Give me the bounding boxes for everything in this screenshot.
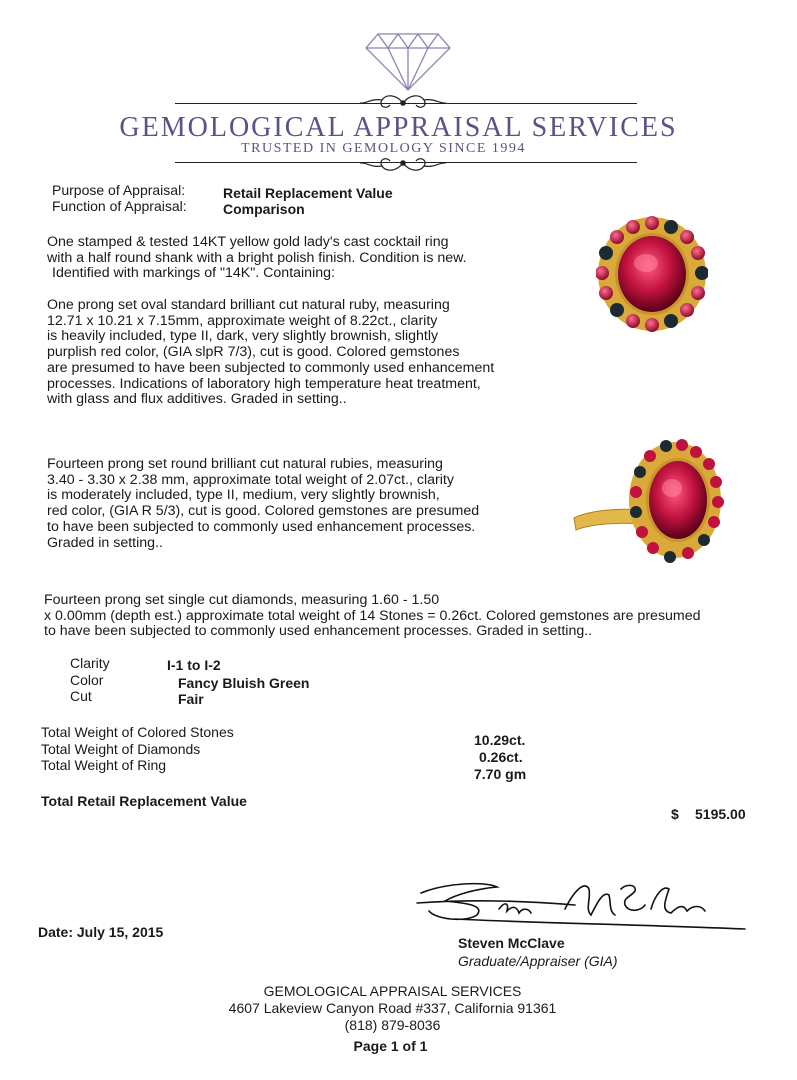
diamond-logo-icon [364, 30, 452, 92]
side-rubies-line: Fourteen prong set round brilliant cut natural rubies, measuring [47, 456, 443, 472]
page-number: Page 1 of 1 [353, 1038, 428, 1054]
spec-label: Color [70, 671, 104, 688]
spec-label: Cut [70, 688, 92, 704]
center-ruby-line: with glass and flux additives. Graded in setting.. [47, 391, 347, 408]
center-ruby-line: are presumed to have been subjected to commonly used enhancement [47, 359, 495, 376]
spec-value: I-1 to I-2 [167, 657, 221, 673]
ring-description-line: One stamped & tested 14KT yellow gold lady's cast cocktail ring [47, 234, 449, 250]
spec-row-cut [70, 688, 204, 707]
total-label: Total Weight of Diamonds [41, 740, 201, 757]
side-rubies-line: red color, (GIA R 5/3), cut is good. Colored gemstones are presumed [47, 503, 480, 520]
ring-photo-side-view [570, 436, 726, 566]
purpose-value: Retail Replacement Value [223, 185, 393, 201]
function-value: Comparison [223, 201, 305, 217]
side-rubies-line: is moderately included, type II, medium, very slightly brownish, [47, 487, 440, 504]
diamonds-line: x 0.00mm (depth est.) approximate total weight of 14 Stones = 0.26ct. Colored gemstones are presumed [44, 607, 701, 624]
center-ruby-line: 12.71 x 10.21 x 7.15mm, approximate weight of 8.22ct., clarity [47, 312, 438, 329]
retail-value-label: Total Retail Replacement Value [41, 793, 247, 809]
total-label: Total Weight of Ring [41, 757, 167, 773]
side-rubies-line: Graded in setting.. [47, 534, 163, 551]
signature-image [415, 875, 750, 935]
total-value: 0.26ct. [479, 749, 523, 765]
ring-photo-top-view [596, 215, 708, 333]
spec-row-color [70, 671, 310, 691]
side-rubies-line: 3.40 - 3.30 x 2.38 mm, approximate total weight of 2.07ct., clarity [47, 471, 454, 488]
center-ruby-line: One prong set oval standard brilliant cut natural ruby, measuring [47, 297, 450, 313]
spec-value: Fancy Bluish Green [178, 674, 310, 691]
appraisal-date: Date: July 15, 2015 [38, 924, 164, 940]
side-rubies-description [47, 457, 479, 551]
function-label: Function of Appraisal: [52, 198, 187, 214]
spec-row-clarity [70, 655, 221, 673]
center-ruby-description [47, 298, 494, 408]
purpose-label: Purpose of Appraisal: [52, 182, 186, 198]
signer-name: Steven McClave [458, 935, 565, 951]
total-value: 7.70 gm [474, 766, 527, 782]
footer-phone: (818) 879-8036 [344, 1017, 441, 1033]
totals-values [474, 732, 526, 783]
ring-description [47, 235, 467, 282]
ring-description-line: with a half round shank with a bright polish finish. Condition is new. [47, 249, 467, 266]
total-value: 10.29ct. [474, 732, 526, 748]
side-rubies-line: to have been subjected to commonly used enhancement processes. [47, 518, 476, 535]
ring-description-line: Identified with markings of "14K". Containing: [52, 265, 335, 282]
footer-company: GEMOLOGICAL APPRAISAL SERVICES [263, 983, 522, 999]
retail-value-amount: 5195.00 [695, 806, 746, 822]
footer-address: 4607 Lakeview Canyon Road #337, California 91361 [228, 1000, 557, 1016]
spec-label: Clarity [70, 655, 110, 671]
flourish-ornament-bottom-icon [358, 150, 448, 176]
company-name: GEMOLOGICAL APPRAISAL SERVICES [119, 112, 678, 143]
center-ruby-line: is heavily included, type II, dark, very slightly brownish, slightly [47, 328, 439, 345]
diamonds-line: to have been subjected to commonly used enhancement processes. Graded in setting.. [44, 623, 593, 640]
company-tagline: TRUSTED IN GEMOLOGY SINCE 1994 [241, 141, 526, 156]
signer-title: Graduate/Appraiser (GIA) [458, 953, 618, 969]
total-label: Total Weight of Colored Stones [41, 724, 234, 740]
diamonds-description [44, 593, 701, 640]
retail-currency: $ [671, 806, 679, 822]
diamonds-line: Fourteen prong set single cut diamonds, measuring 1.60 - 1.50 [44, 592, 440, 608]
spec-value: Fair [178, 691, 204, 707]
center-ruby-line: processes. Indications of laboratory high temperature heat treatment, [47, 375, 481, 392]
diamond-specs [70, 655, 310, 707]
totals-labels [41, 724, 234, 774]
center-ruby-line: purplish red color, (GIA slpR 7/3), cut is good. Colored gemstones [47, 344, 460, 361]
